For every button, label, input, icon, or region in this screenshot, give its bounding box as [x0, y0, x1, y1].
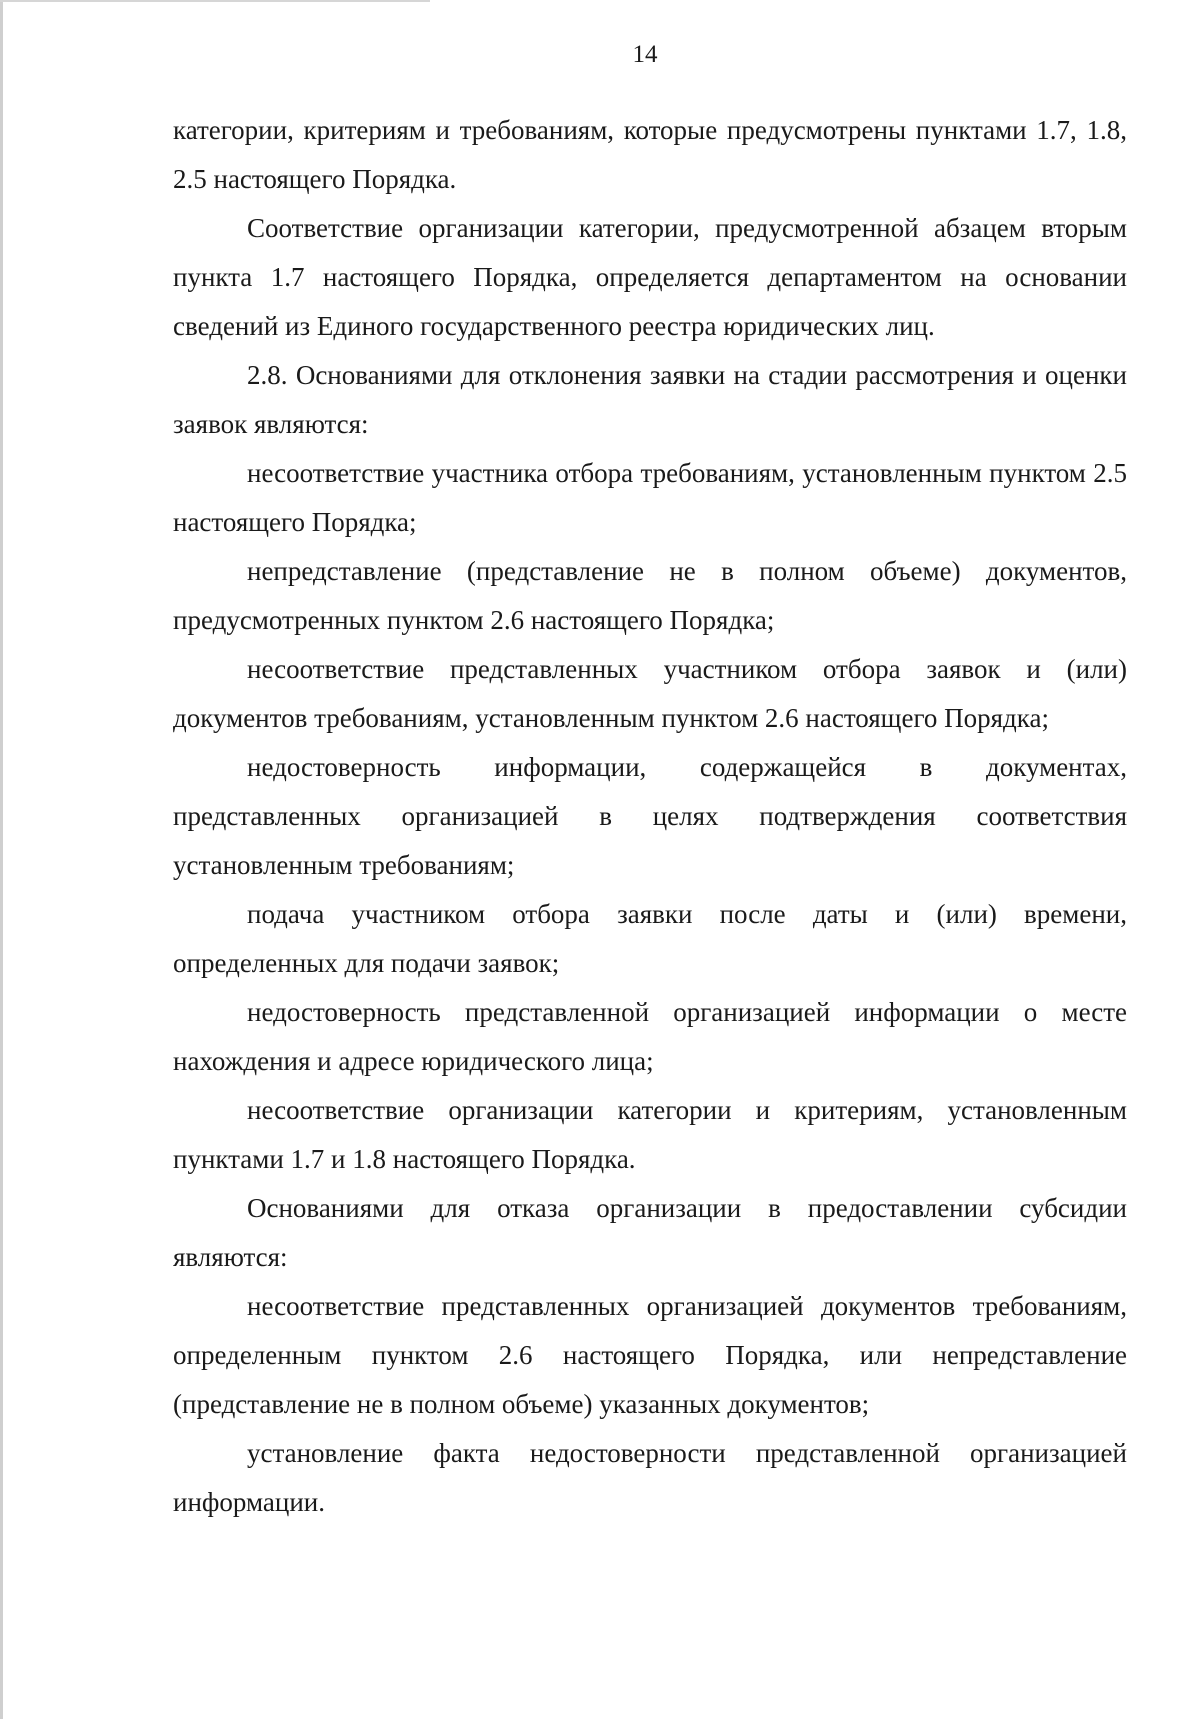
list-item-rejection-3: несоответствие представленных участником отбора заявок и (или) документов требованиям, установленным пунктом 2.6 настоящего Порядка;: [173, 654, 1127, 733]
scan-edge-left: [0, 0, 3, 1719]
document-body: [173, 106, 1127, 1527]
list-item-rejection-5: подача участником отбора заявки после даты и (или) времени, определенных для подачи заявок;: [173, 899, 1127, 978]
list-item-rejection-4: недостоверность информации, содержащейся в документах, представленных организацией в целях подтверждения соответствия установленным требованиям;: [173, 752, 1127, 880]
list-item-rejection-7: несоответствие организации категории и критериям, установленным пунктами 1.7 и 1.8 настоящего Порядка.: [173, 1095, 1127, 1174]
paragraph-category-compliance: Соответствие организации категории, предусмотренной абзацем вторым пункта 1.7 настоящего Порядка, определяется департаментом на основании сведений из Единого государственного реестра юридических лиц.: [173, 213, 1127, 341]
scan-edge-top: [0, 0, 430, 2]
list-item-refusal-2: установление факта недостоверности представленной организацией информации.: [173, 1438, 1127, 1517]
list-item-rejection-1: несоответствие участника отбора требованиям, установленным пунктом 2.5 настоящего Порядка;: [173, 458, 1127, 537]
paragraph-refusal-heading: Основаниями для отказа организации в предоставлении субсидии являются:: [173, 1193, 1127, 1272]
paragraph-2-8-heading: 2.8. Основаниями для отклонения заявки на стадии рассмотрения и оценки заявок являются:: [173, 360, 1127, 439]
list-item-rejection-2: непредставление (представление не в полном объеме) документов, предусмотренных пунктом 2.6 настоящего Порядка;: [173, 556, 1127, 635]
page-number: 14: [632, 41, 658, 68]
paragraph-continuation: категории, критериям и требованиям, которые предусмотрены пунктами 1.7, 1.8, 2.5 настоящего Порядка.: [173, 115, 1127, 194]
list-item-rejection-6: недостоверность представленной организацией информации о месте нахождения и адресе юридического лица;: [173, 997, 1127, 1076]
list-item-refusal-1: несоответствие представленных организацией документов требованиям, определенным пунктом 2.6 настоящего Порядка, или непредставление (представление не в полном объеме) указанных документов;: [173, 1291, 1127, 1419]
